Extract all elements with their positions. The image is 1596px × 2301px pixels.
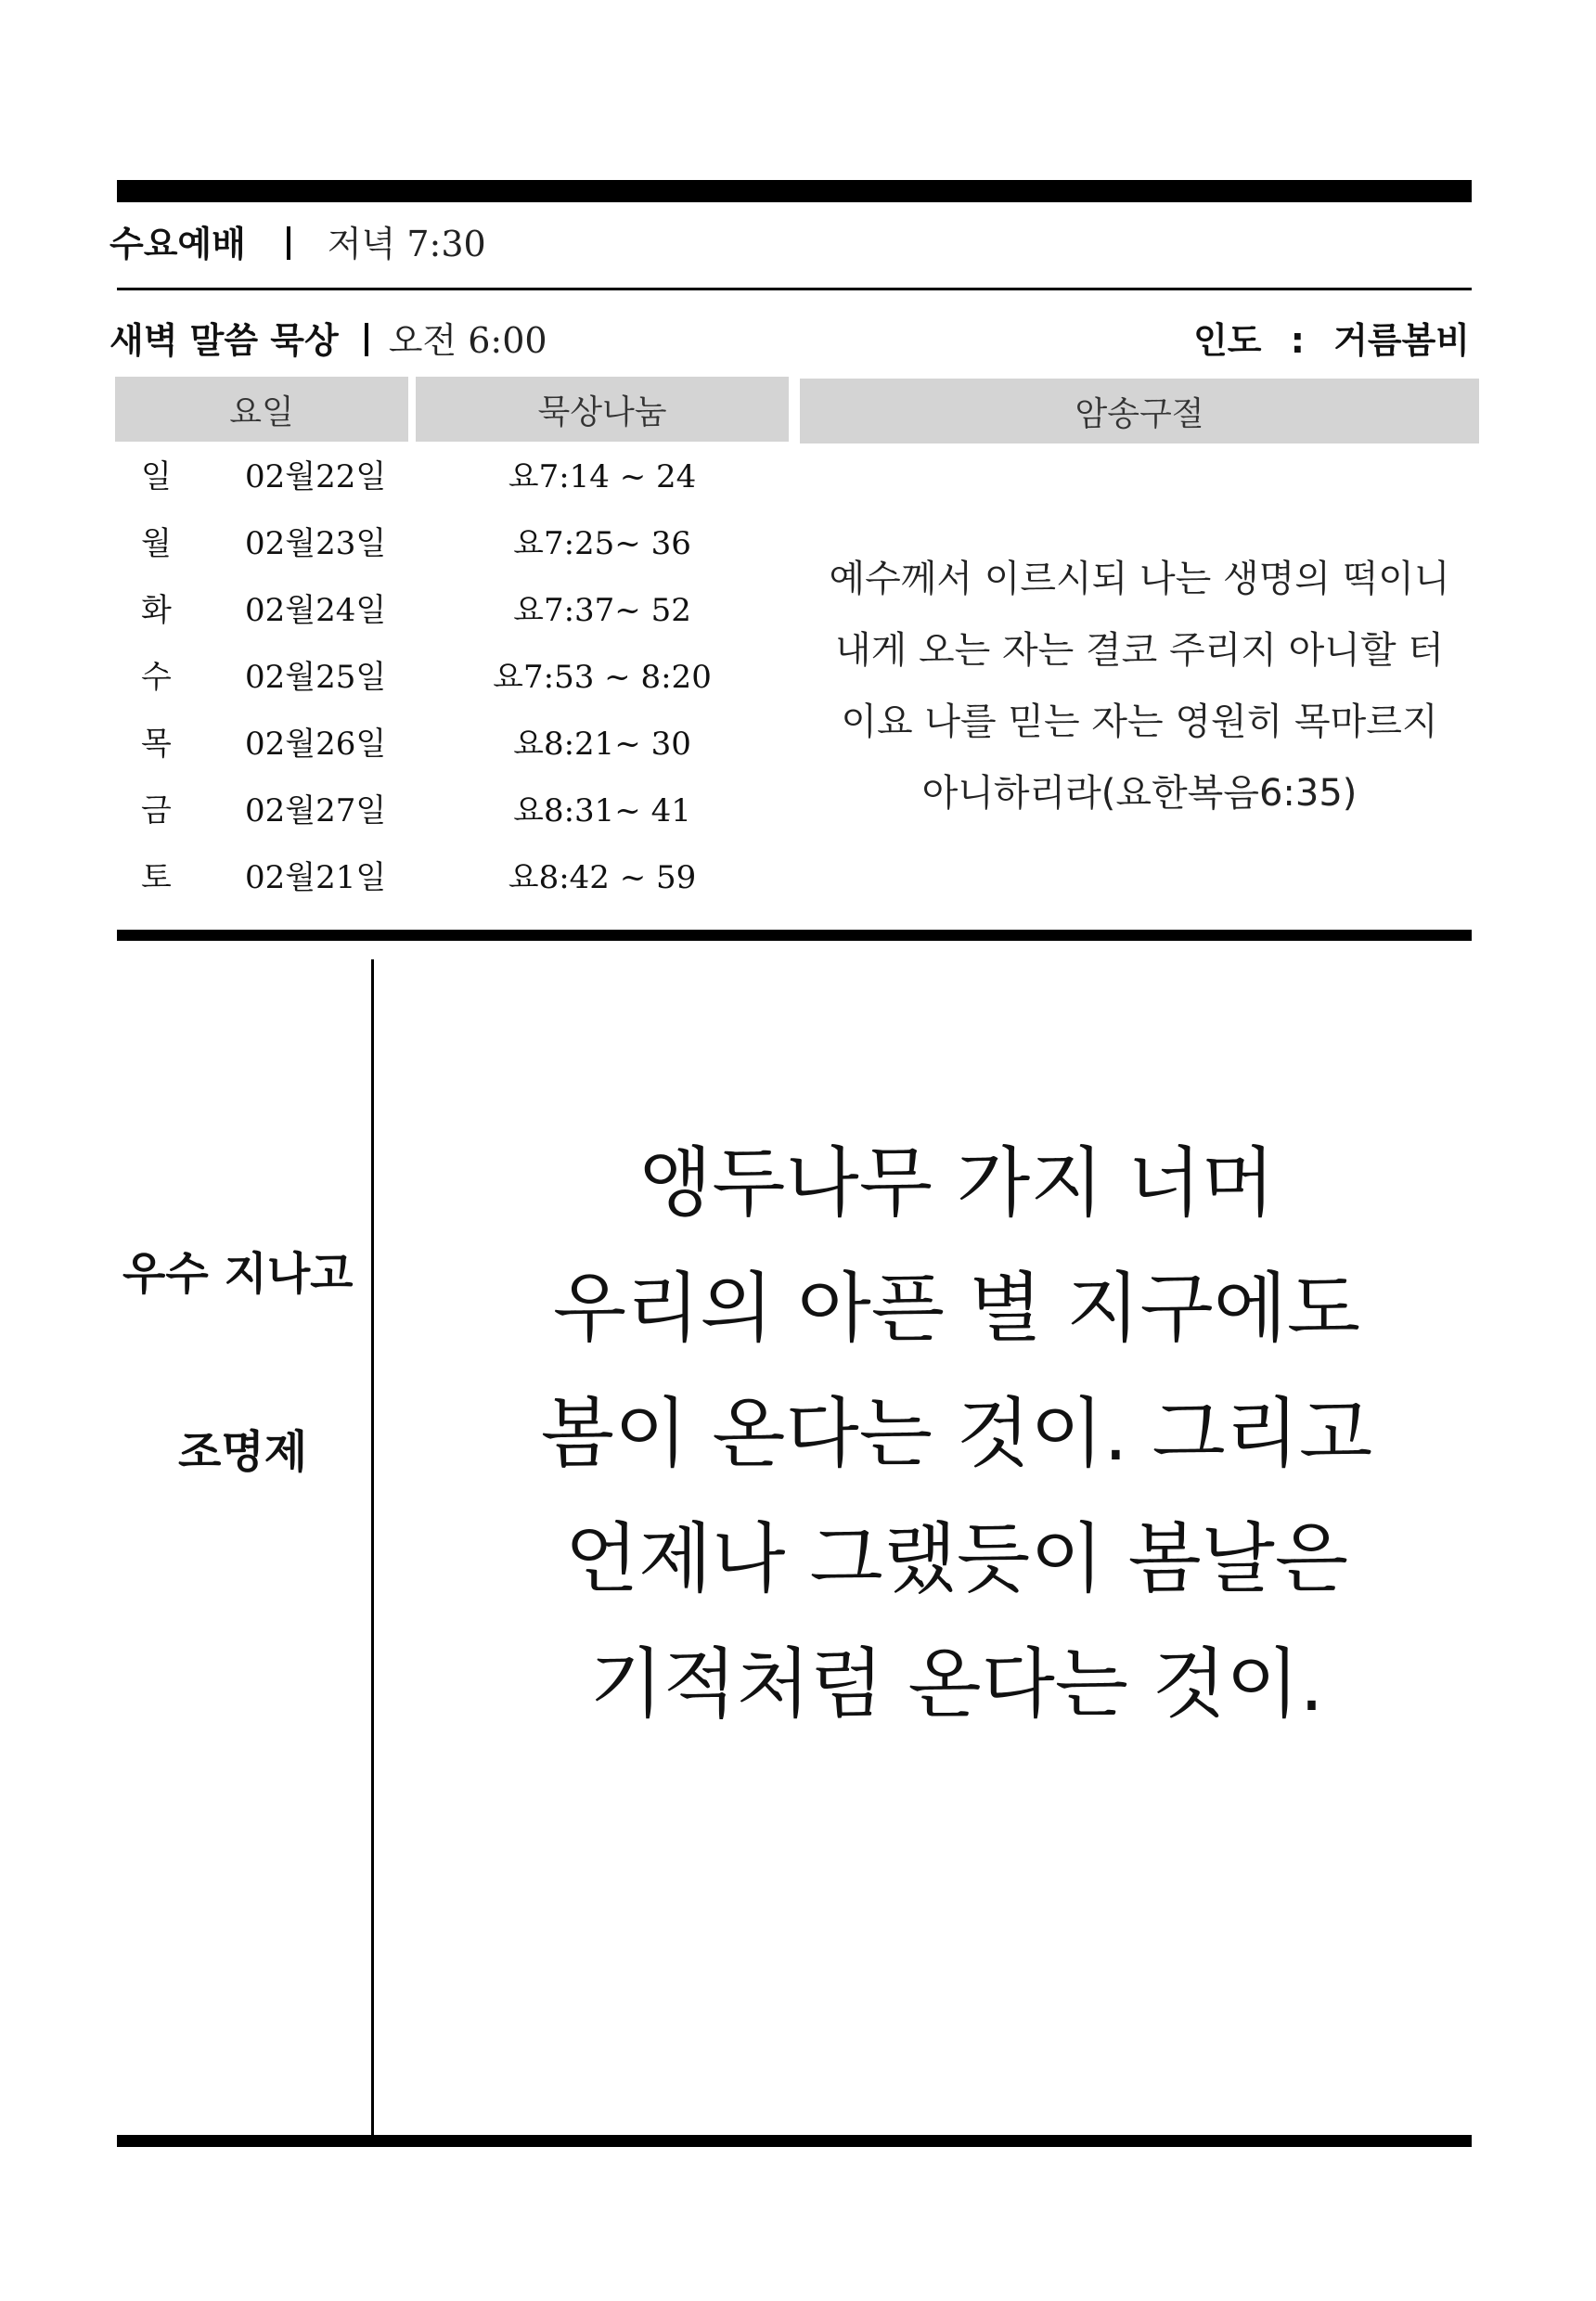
separator-bar — [365, 323, 368, 356]
table-row — [115, 644, 798, 711]
row-day: 화 — [141, 592, 172, 629]
leader-separator: : — [1290, 320, 1305, 361]
poem-vertical-divider — [371, 959, 374, 2142]
leader-line — [1193, 320, 1470, 361]
row-day: 일 — [141, 458, 172, 495]
bottom-thick-rule — [117, 2135, 1472, 2147]
memory-verse-text — [800, 544, 1479, 829]
row-date: 02월23일 — [245, 525, 387, 562]
poem-body — [379, 1121, 1535, 1747]
row-day: 금 — [141, 792, 172, 829]
row-passage: 요7:37~ 52 — [513, 592, 691, 629]
poem-line: 봄이 온다는 것이. 그리고 — [540, 1390, 1373, 1478]
table-row — [115, 844, 798, 911]
row-passage: 요7:53 ~ 8:20 — [493, 659, 712, 696]
table-row — [115, 443, 798, 510]
table-row — [115, 778, 798, 844]
table-row — [115, 711, 798, 778]
poem-title: 우수 지나고 — [122, 1248, 354, 1300]
thin-divider — [117, 288, 1472, 290]
separator-bar — [287, 226, 290, 260]
memory-verse-line: 이요 나를 믿는 자는 영원히 목마르지 — [841, 701, 1438, 743]
dawn-service-time: 오전 6:00 — [388, 320, 547, 361]
row-day: 월 — [141, 525, 172, 562]
wednesday-service-label: 수요예배 — [109, 224, 246, 264]
dawn-service-label: 새벽 말씀 묵상 — [109, 320, 339, 361]
dawn-service-line — [109, 320, 547, 361]
wednesday-service-time: 저녁 7:30 — [327, 224, 486, 264]
poem-line: 우리의 아픈 별 지구에도 — [552, 1265, 1361, 1353]
memory-verse-line: 예수께서 이르시되 나는 생명의 떡이니 — [829, 558, 1450, 600]
row-date: 02월25일 — [245, 659, 387, 696]
top-thick-rule — [117, 180, 1472, 202]
header-meditation: 묵상나눔 — [416, 377, 789, 442]
row-date: 02월22일 — [245, 458, 387, 495]
row-day: 수 — [141, 659, 172, 696]
table-row — [115, 577, 798, 644]
leader-name: 거름봄비 — [1333, 320, 1470, 361]
memory-verse-line: 내게 오는 자는 결코 주리지 아니할 터 — [835, 629, 1444, 672]
poem-line: 앵두나무 가지 너머 — [638, 1139, 1275, 1228]
row-date: 02월27일 — [245, 792, 387, 829]
poem-author: 조명제 — [178, 1426, 308, 1478]
row-date: 02월24일 — [245, 592, 387, 629]
row-date: 02월21일 — [245, 859, 387, 896]
wednesday-service-line — [109, 226, 486, 262]
row-passage: 요8:21~ 30 — [513, 726, 691, 763]
poem-line: 기적처럼 온다는 것이. — [589, 1640, 1324, 1729]
header-memory-verse: 암송구절 — [800, 379, 1479, 443]
row-passage: 요8:42 ~ 59 — [508, 859, 697, 896]
leader-label: 인도 — [1193, 320, 1262, 361]
row-passage: 요7:14 ~ 24 — [508, 458, 697, 495]
header-day: 요일 — [115, 377, 408, 442]
row-day: 토 — [141, 859, 172, 896]
row-date: 02월26일 — [245, 726, 387, 763]
poem-line: 언제나 그랬듯이 봄날은 — [564, 1515, 1349, 1603]
row-passage: 요8:31~ 41 — [513, 792, 691, 829]
table-row — [115, 510, 798, 577]
row-day: 목 — [141, 726, 172, 763]
middle-thick-rule — [117, 930, 1472, 941]
memory-verse-line: 아니하리라(요한복음6:35) — [921, 772, 1358, 815]
row-passage: 요7:25~ 36 — [513, 525, 691, 562]
